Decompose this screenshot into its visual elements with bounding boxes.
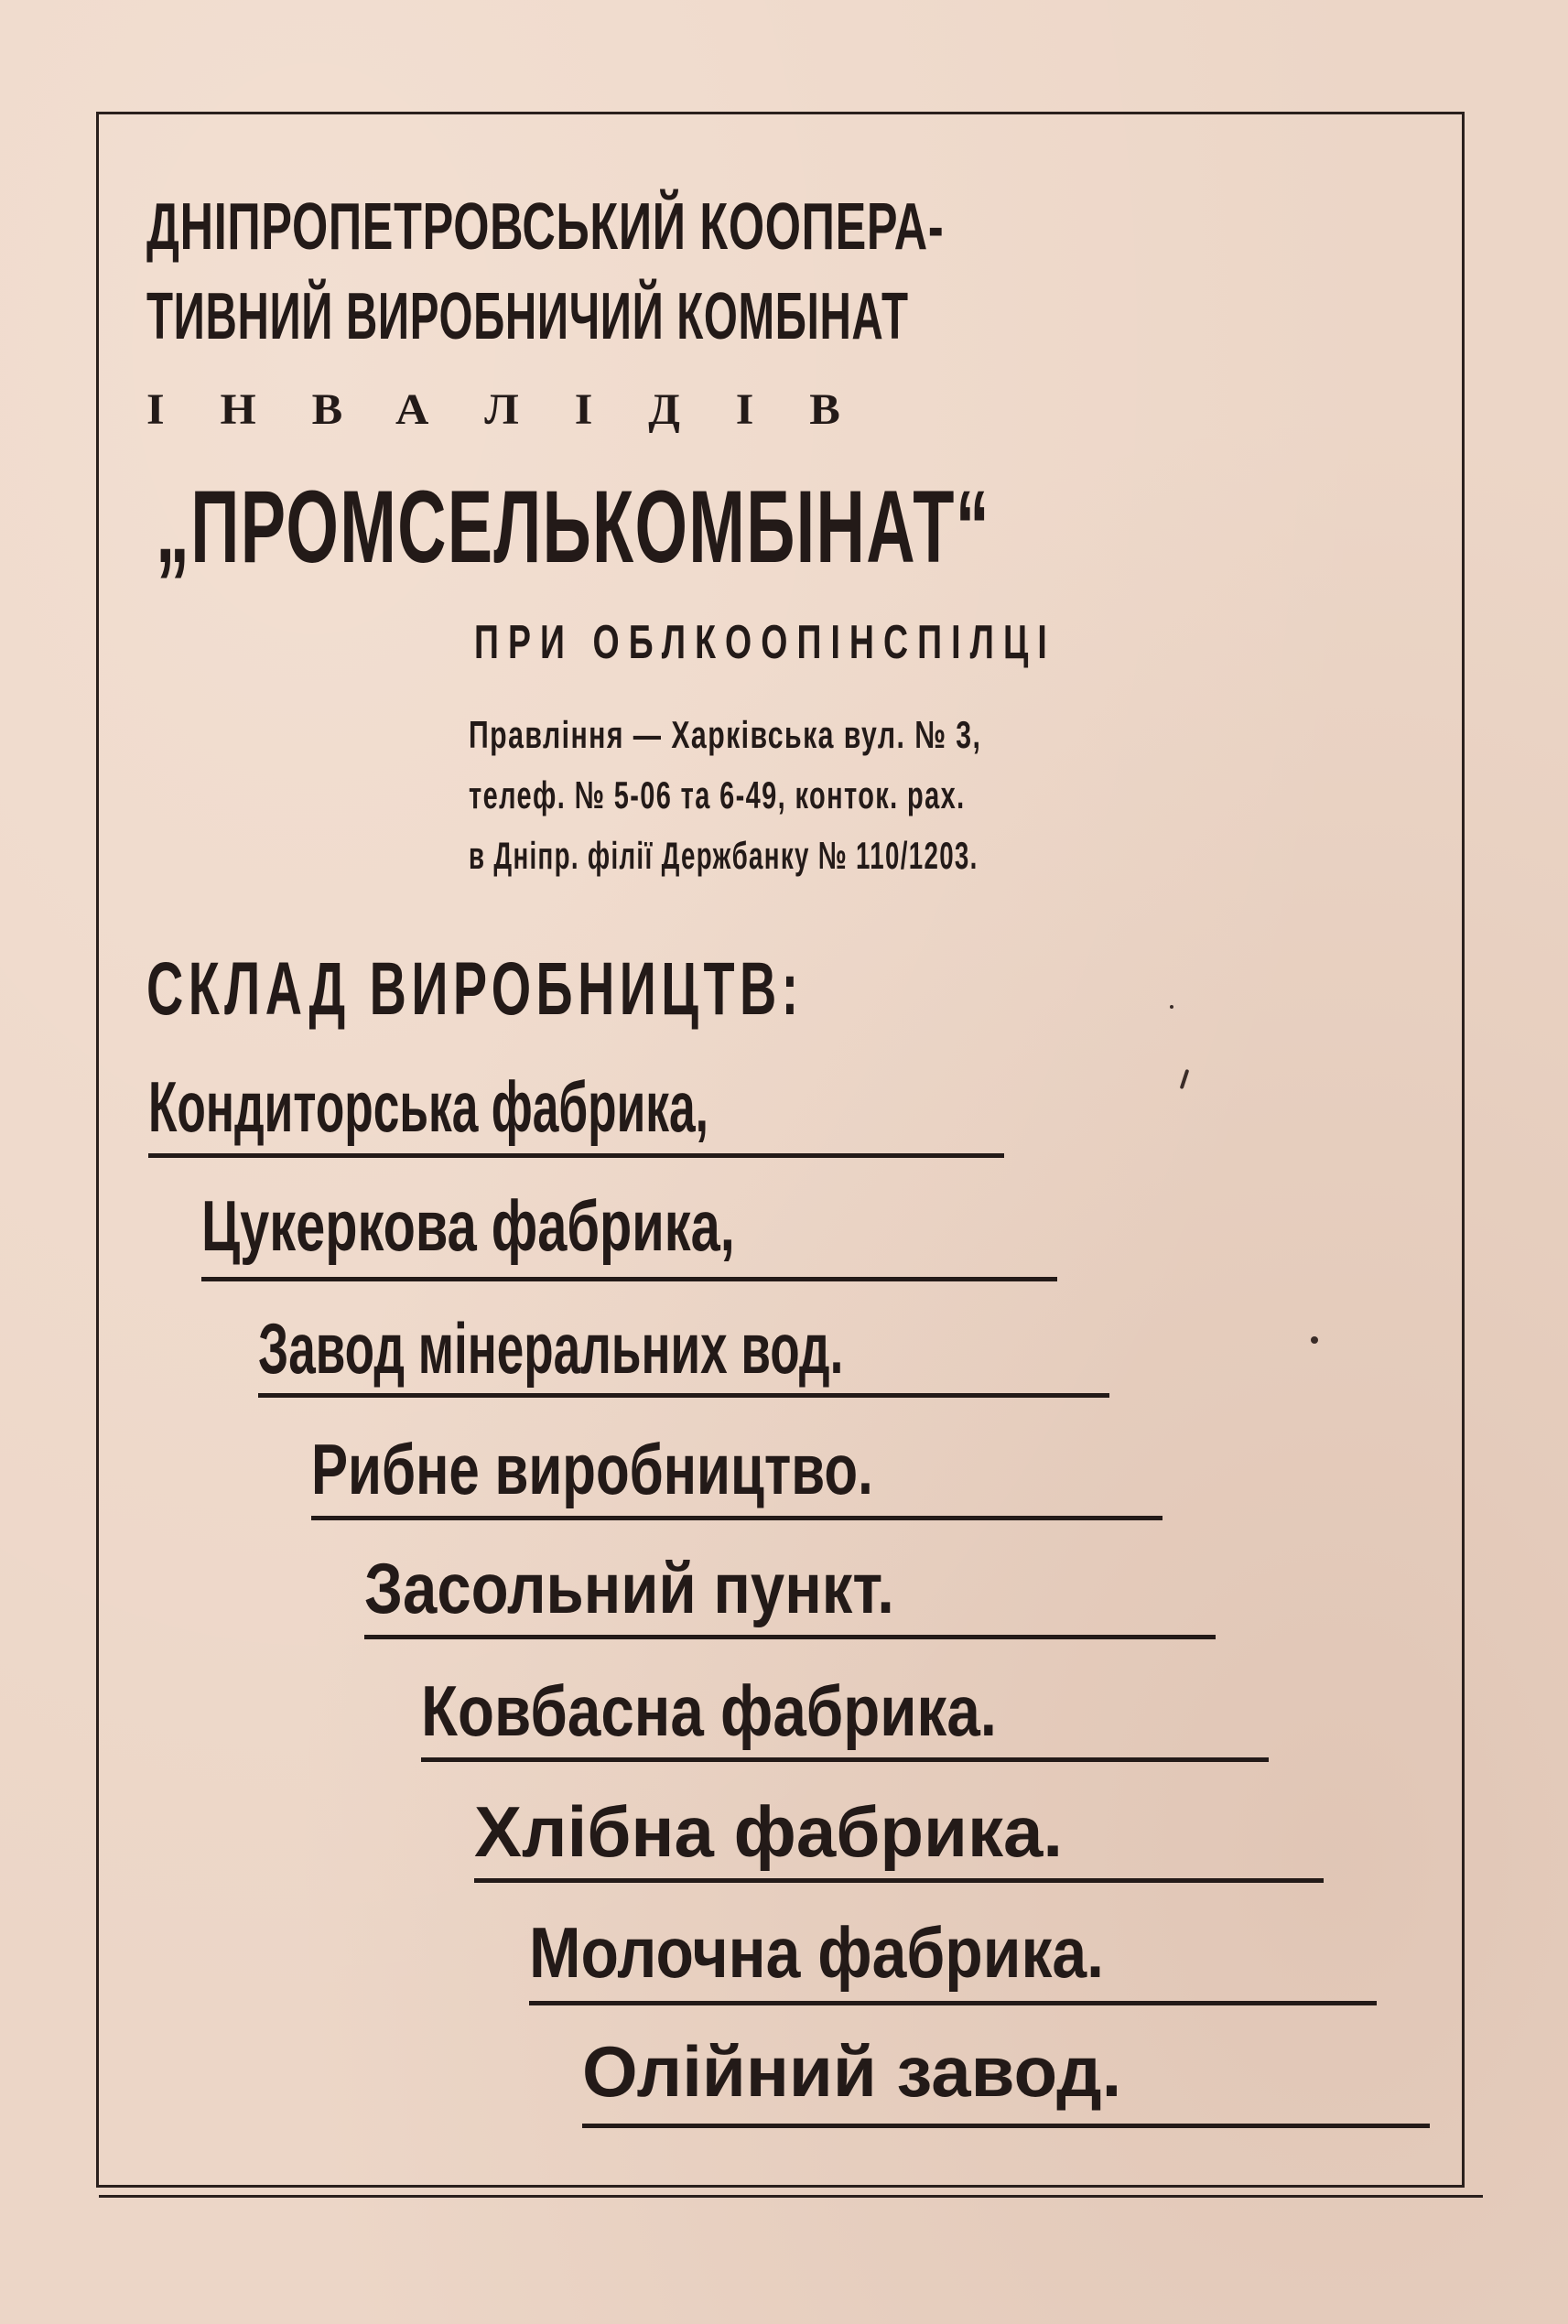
header-line-2 [146, 280, 1302, 353]
production-item-text: Кондиторська фабрика, [148, 1066, 708, 1147]
bottom-rule [99, 2195, 1483, 2198]
underline [421, 1757, 1269, 1762]
address-line-2-text: телеф. № 5-06 та 6-49, конток. рах. [469, 773, 966, 816]
header-line-1-text: ДНІПРОПЕТРОВСЬКИЙ КООПЕРА- [146, 190, 945, 264]
header-line-2-text: ТИВНИЙ ВИРОБНИЧИЙ КОМБІНАТ [146, 280, 909, 353]
production-item-text: Завод мінеральних вод. [258, 1308, 844, 1389]
address-line-3-text: в Дніпр. філії Держбанку № 110/1203. [469, 834, 979, 877]
section-title [146, 947, 1112, 1031]
address-line-2 [469, 773, 1188, 816]
production-item-text: Хлібна фабрика. [474, 1791, 1064, 1872]
underline [474, 1878, 1324, 1883]
ink-speck [1311, 1336, 1318, 1344]
underline [529, 2001, 1377, 2005]
header-line-3 [146, 385, 896, 434]
production-item [258, 1308, 1109, 1400]
production-item [364, 1548, 1216, 1640]
production-item [421, 1670, 1269, 1763]
address-line-1 [469, 713, 1181, 756]
production-item [201, 1185, 1057, 1278]
ink-speck [1170, 1005, 1173, 1009]
production-item-text: Засольний пункт. [364, 1548, 894, 1628]
underline [311, 1516, 1162, 1520]
production-item-text: Олійний завод. [582, 2031, 1122, 2112]
address-line-3 [469, 834, 1240, 877]
production-item-text: Цукеркова фабрика, [201, 1185, 735, 1266]
production-item-text: Молочна фабрика. [529, 1912, 1105, 1993]
underline [364, 1635, 1216, 1639]
production-item [148, 1066, 1004, 1159]
subtitle [474, 616, 1282, 669]
underline [258, 1393, 1109, 1398]
underline [148, 1153, 1004, 1158]
production-item [474, 1791, 1324, 1884]
production-item [582, 2031, 1430, 2124]
production-item [529, 1912, 1377, 2005]
underline [201, 1277, 1057, 1281]
subtitle-text: ПРИ ОБЛКООПІНСПІЛЦІ [474, 616, 1056, 669]
production-item-text: Ковбасна фабрика. [421, 1670, 997, 1751]
production-item-text: Рибне виробництво. [311, 1429, 873, 1509]
header-line-3-text: ІНВАЛІДІВ [146, 385, 896, 434]
header-line-1 [146, 190, 1286, 264]
underline [582, 2124, 1430, 2128]
address-line-1-text: Правління — Харківська вул. № 3, [469, 713, 982, 756]
brand-name-text: „ПРОМСЕЛЬКОМБІНАТ“ [156, 470, 990, 584]
section-title-text: СКЛАД ВИРОБНИЦТВ: [146, 947, 804, 1031]
production-item [311, 1429, 1162, 1521]
brand-name [156, 470, 1421, 584]
